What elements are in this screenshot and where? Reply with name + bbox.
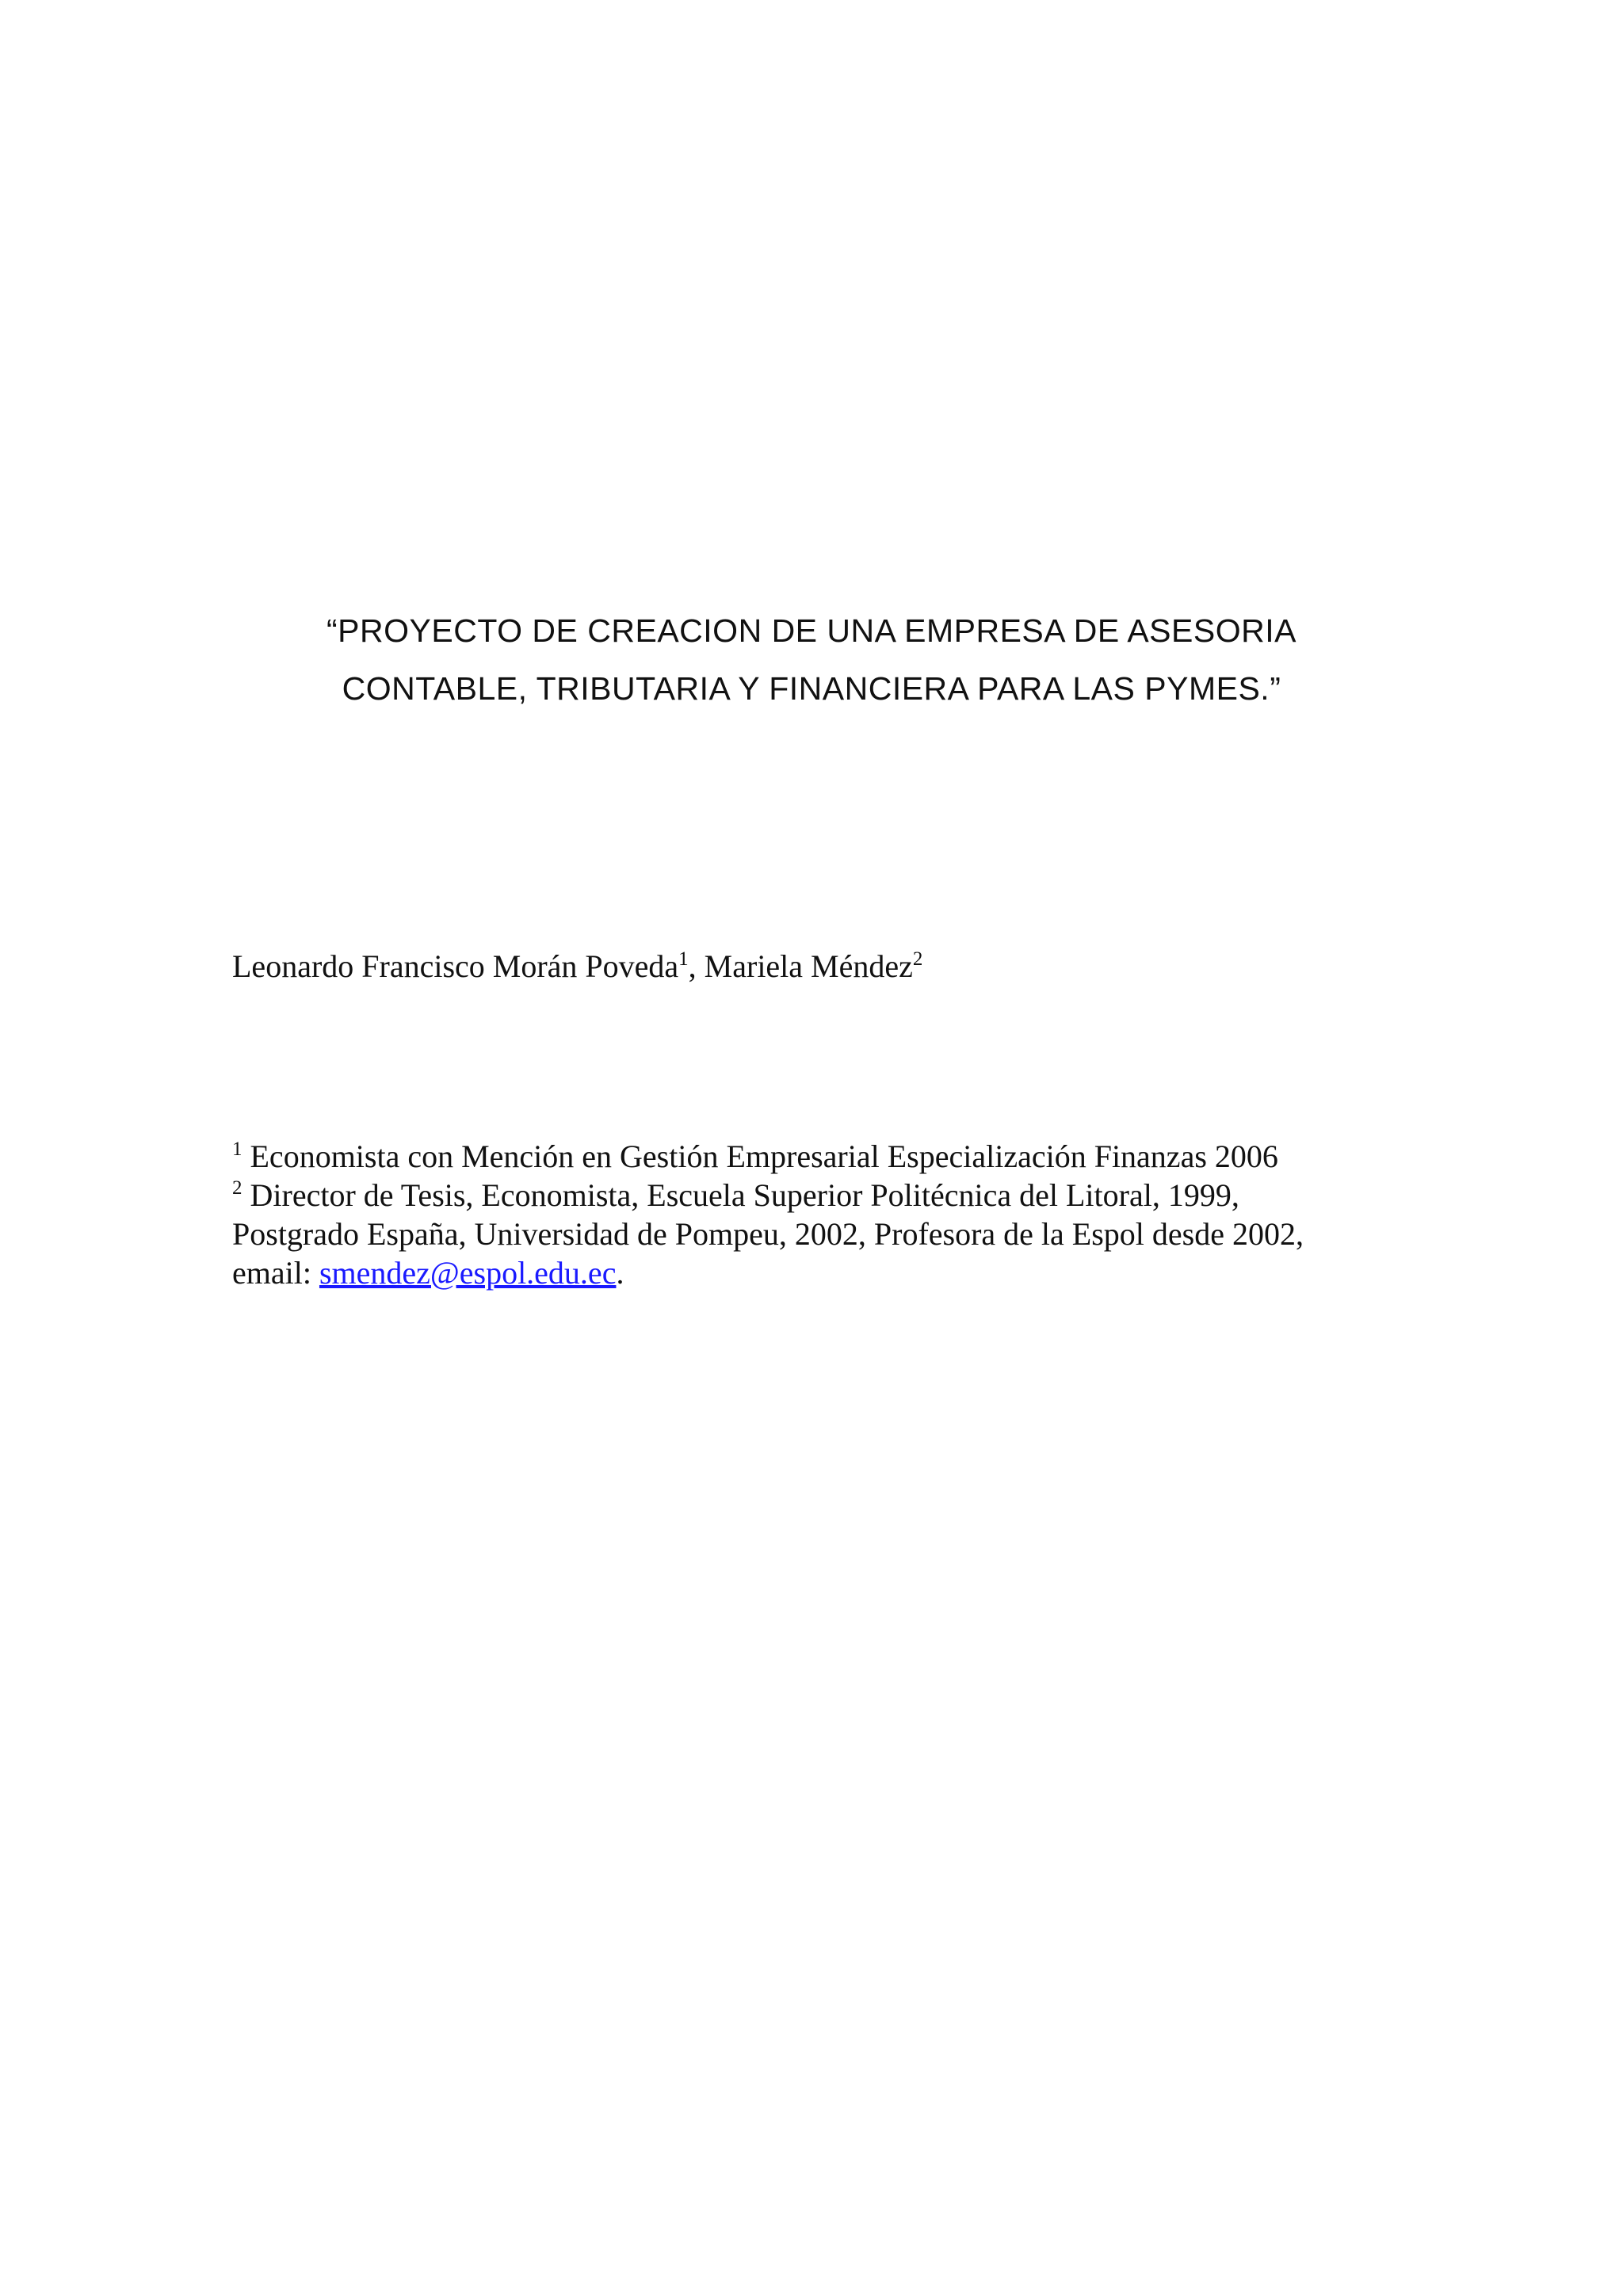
footnote-2-line-2: Postgrado España, Universidad de Pompeu, 2002, Profesora de la Espol desde 2002, <box>232 1216 1304 1252</box>
paper-title <box>0 602 1623 718</box>
footnote-2-mark: 2 <box>232 1177 242 1199</box>
title-line-1: “PROYECTO DE CREACION DE UNA EMPRESA DE ASESORIA <box>327 612 1296 649</box>
email-suffix: . <box>616 1255 624 1291</box>
title-line-2: CONTABLE, TRIBUTARIA Y FINANCIERA PARA LAS PYMES.” <box>342 670 1281 707</box>
author-name-2: Mariela Méndez <box>704 948 913 984</box>
author-separator: , <box>688 948 705 984</box>
author-1-footnote-mark: 1 <box>678 948 689 970</box>
affiliation-footnotes <box>232 1137 1421 1292</box>
footnote-1-mark: 1 <box>232 1138 242 1160</box>
email-prefix: email: <box>232 1255 319 1291</box>
footnote-2-line-1 <box>232 1176 1421 1215</box>
footnote-1-text: Economista con Mención en Gestión Empresarial Especialización Finanzas 2006 <box>242 1138 1278 1174</box>
author-name-1: Leonardo Francisco Morán Poveda <box>232 948 679 984</box>
footnote-1 <box>232 1137 1421 1176</box>
footnote-2-line-3 <box>232 1253 1421 1292</box>
author-list <box>232 948 922 985</box>
email-link[interactable]: smendez@espol.edu.ec <box>319 1255 617 1291</box>
footnote-2-text-1: Director de Tesis, Economista, Escuela Superior Politécnica del Litoral, 1999, <box>242 1177 1239 1213</box>
author-2-footnote-mark: 2 <box>912 948 923 970</box>
